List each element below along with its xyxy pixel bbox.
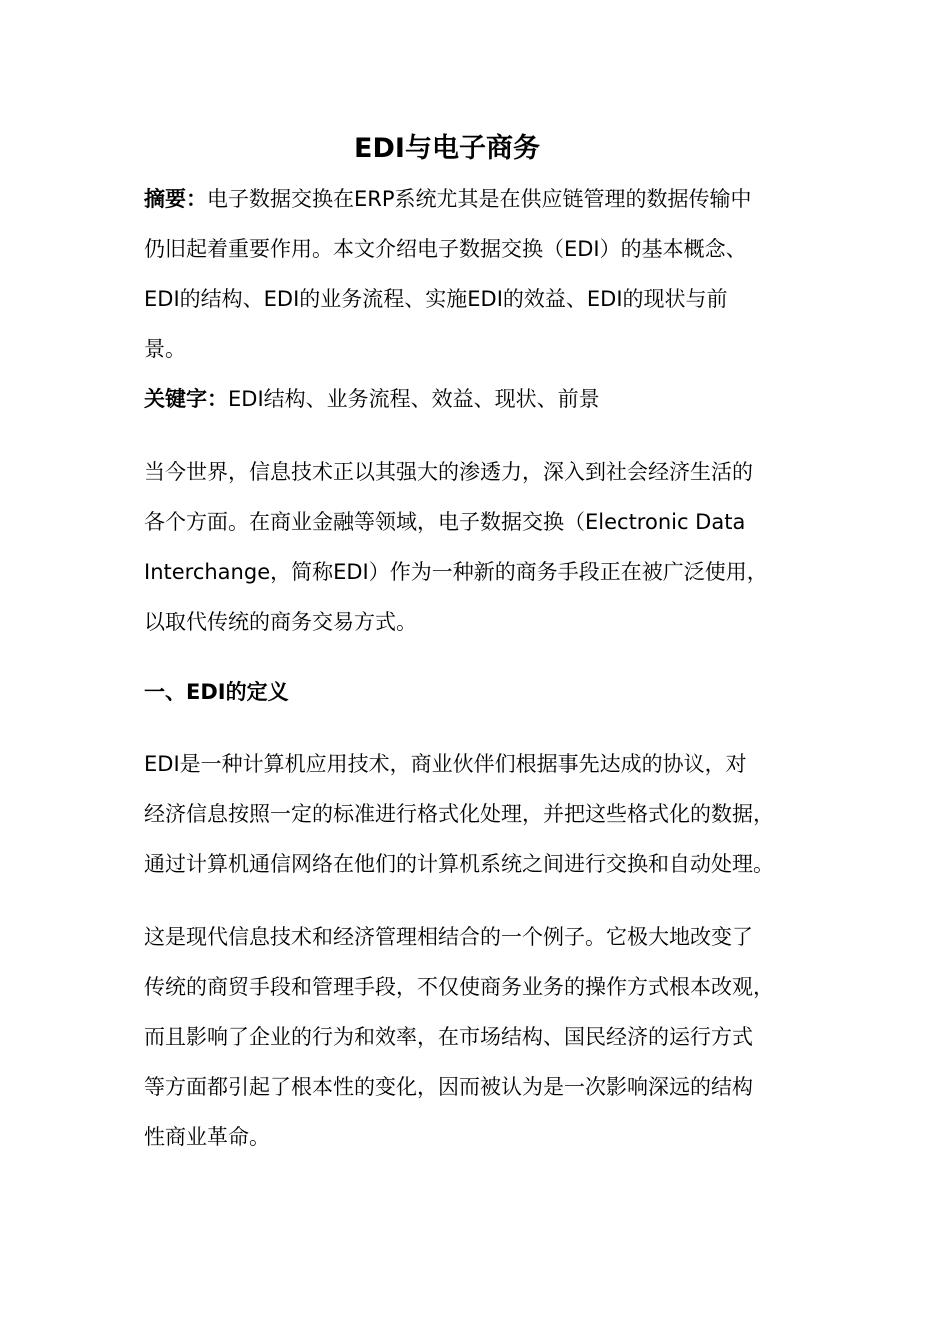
impact-line-2: 传统的商贸手段和管理手段，不仅使商务业务的操作方式根本改观， (144, 975, 774, 999)
impact-line-3: 而且影响了企业的行为和效率，在市场结构、国民经济的运行方式 (144, 1025, 753, 1049)
impact-line-1: 这是现代信息技术和经济管理相结合的一个例子。它极大地改变了 (144, 925, 753, 949)
keywords-text: EDI结构、业务流程、效益、现状、前景 (228, 387, 600, 411)
keywords-label: 关键字： (144, 387, 228, 411)
impact-line-5: 性商业革命。 (144, 1125, 270, 1149)
definition-line-2: 经济信息按照一定的标准进行格式化处理，并把这些格式化的数据， (144, 802, 774, 826)
definition-paragraph (144, 739, 816, 889)
intro-line-4: 以取代传统的商务交易方式。 (144, 610, 417, 634)
abstract-line-4: 景。 (144, 337, 186, 361)
intro-line-2: 各个方面。在商业金融等领域，电子数据交换（Electronic Data (144, 510, 746, 534)
impact-paragraph (144, 912, 816, 1162)
abstract-line-2: 仍旧起着重要作用。本文介绍电子数据交换（EDI）的基本概念、 (144, 237, 747, 261)
abstract-label: 摘要： (144, 187, 207, 211)
impact-line-4: 等方面都引起了根本性的变化，因而被认为是一次影响深远的结构 (144, 1075, 753, 1099)
definition-line-1: EDI是一种计算机应用技术，商业伙伴们根据事先达成的协议，对 (144, 752, 747, 776)
abstract-text-1: 电子数据交换在ERP系统尤其是在供应链管理的数据传输中 (207, 187, 752, 211)
abstract-line-3: EDI的结构、EDI的业务流程、实施EDI的效益、EDI的现状与前 (144, 287, 728, 311)
abstract-paragraph (144, 174, 816, 374)
document-title: EDI与电子商务 (354, 133, 540, 164)
abstract-line-1 (144, 174, 816, 224)
keywords-paragraph (144, 374, 816, 424)
intro-line-1: 当今世界，信息技术正以其强大的渗透力，深入到社会经济生活的 (144, 460, 753, 484)
keywords-line (144, 374, 816, 424)
definition-line-3: 通过计算机通信网络在他们的计算机系统之间进行交换和自动处理。 (144, 852, 774, 876)
section-heading: 一、EDI的定义 (144, 680, 289, 704)
intro-line-3: Interchange，简称EDI）作为一种新的商务手段正在被广泛使用， (144, 560, 768, 584)
intro-paragraph (144, 447, 816, 647)
